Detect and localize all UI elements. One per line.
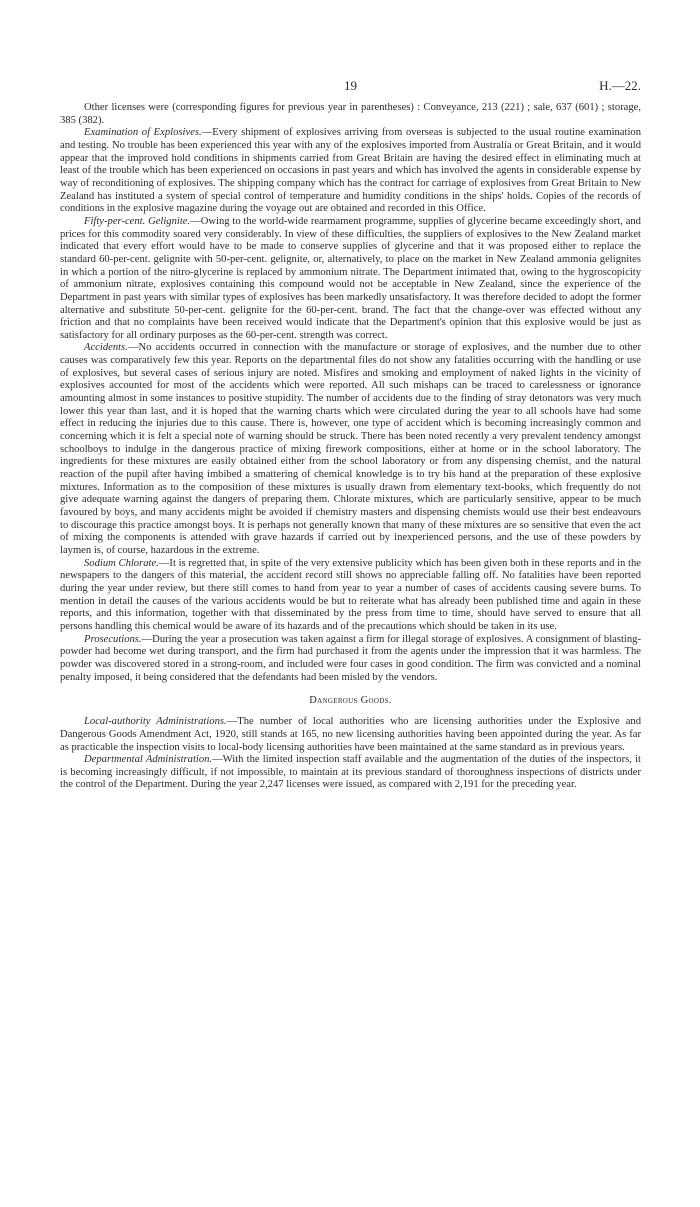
paragraph-local-authority-administrations: Local-authority Administrations.—The number of local authorities who are licensing authorities under the Explosive and Dangerous Goods Amendment Act, 1920, still stands at 165, no new licensing authorities having been appointed during the year. As far as practicable the inspection visits to local-body licensing authorities have been maintained at the same standard as in previous years. [60,716,642,753]
paragraph-examination-of-explosives: Examination of Explosives.—Every shipment of explosives arriving from overseas is subjected to the usual routine examination and testing. No trouble has been experienced this year with any of the explosives imported from Australia or Great Britain, and it would appear that the improved hold conditions in shipments carried from Great Britain are having the desired effect in eliminating much at least of the trouble which has been experienced on occasions in past years and which has involved the agents in considerable expense by way of reconditioning of explosives. The shipping company which has the contract for carriage of explosives from Great Britain to New Zealand has instituted a system of special control of temperature and humidity conditions in the ships' holds. Copies of the records of conditions in the explosive magazine during the voyage out are obtained and recorded in this Office. [60,127,641,215]
document-page [60,78,641,792]
page-number: 19 [344,78,357,93]
paragraph-heading: Departmental Administration. [84,754,213,766]
section-heading-dangerous-goods: Dangerous Goods. [309,695,392,707]
paragraph-heading: Fifty-per-cent. Gelignite. [84,215,191,227]
paragraph-fifty-per-cent-gelignite: Fifty-per-cent. Gelignite.—Owing to the world-wide rearmament programme, supplies of glycerine became exceedingly short, and prices for this commodity soared very considerably. In view of these difficulties, the suppliers of explosives to the New Zealand market indicated that every effort would have to be made to conserve supplies of glycerine and that it was proposed either to replace the standard 60-per-cent. gelignite with 50-per-cent. gelignite, or, alternatively, to place on the market in New Zealand ammonia gelignites in which a portion of the nitro-glycerine is replaced by ammonium nitrate. The Department intimated that, owing to the hygroscopicity of ammonium nitrate, explosives containing this compound would not be acceptable in New Zealand, since the experience of the Department in past years with similar types of explosives has been markedly unsatisfactory. It was therefore decided to adopt the former alternative and substitute 50-per-cent. gelignite for the 60-per-cent. brand. The fact that the change-over was effected without any friction and that no complaints have been received would indicate that the Department's opinion that this explosive would be just as satisfactory for all ordinary purposes as the 60-per-cent. strength was correct. [60,215,641,341]
paragraph-heading: Prosecutions. [84,633,142,645]
paragraph-other-licenses: Other licenses were (corresponding figures for previous year in parentheses) : Conveyance, 213 (221) ; sale, 637 (601) ; storage, 385 (382). [60,102,641,126]
page-header [60,78,641,100]
document-reference: H.—22. [599,78,641,93]
paragraph-accidents: Accidents.—No accidents occurred in connection with the manufacture or storage of explosives, and the number due to other causes was comparatively few this year. Reports on the departmental files do not show any fatalities occurring with the handling or use of explosives, but several cases of serious injury are noted. Misfires and smoking and employment of naked lights in the vicinity of explosives accounted for most of the accidents which were reported. All such mishaps can be traced to carelessness or ignorance amounting almost in some instances to positive stupidity. The number of accidents due to the finding of stray detonators was very much lower this year than last, and it is hoped that the warning charts which were circulated during the year to all schools have had some effect in reducing the injuries due to this cause. There is, however, one type of accident which is becoming increasingly common and concerning which it is felt a special note of warning should be struck. There has been noted recently a very prevalent tendency amongst schoolboys to indulge in the dangerous practice of mixing firework compositions, either at home or in the school laboratory. The ingredients for these mixtures are easily obtained either from the school laboratory or from any dispensing chemist, and the natural reaction of the pupil after having imbibed a smattering of chemical knowledge is to try his hand at the preparation of these explosive mixtures. Information as to the composition of these mixtures is usually drawn from elementary text-books, which frequently do not give adequate warning against the dangers of preparing them. Chlorate mixtures, which are particularly sensitive, appear to be much favoured by boys, and many accidents might be avoided if chemistry masters and dispensing chemists would use their best endeavours to discourage this practice amongst boys. It is perhaps not generally known that many of these mixtures are so sensitive that even the act of mixing the components is attended with grave hazards if carried out by inexperienced persons, and the use of these powders by laymen is, of course, hazardous in the extreme. [60,342,641,556]
paragraph-sodium-chlorate: Sodium Chlorate.—It is regretted that, in spite of the very extensive publicity which has been given both in these reports and in the newspapers to the dangers of this material, the accident record still shows no appreciable falling off. No fatalities have been reported during the year under review, but there still comes to hand from year to year a number of cases of accidents causing severe burns. To mention in detail the causes of the various accidents would be but to reiterate what has already been published time and again in these reports, and this information, together with that disseminated by the press from time to time, should have served to ensure that all persons handling this chemical would be aware of its hazards and of the precautions which should be taken in its use. [60,557,642,632]
paragraph-heading: Examination of Explosives. [84,127,202,139]
paragraph-prosecutions: Prosecutions.—During the year a prosecution was taken against a firm for illegal storage of explosives. A consignment of blasting-powder had become wet during transport, and the firm had purchased it from the agents under the impression that it was harmless. The powder was discovered stored in a strong-room, and included were four cases in good condition. The firm was convicted and a nominal penalty imposed, it being considered that the defendants had been misled by the vendors. [60,633,641,683]
paragraph-departmental-administration: Departmental Administration.—With the limited inspection staff available and the augmentation of the duties of the inspectors, it is becoming increasingly difficult, if not impossible, to maintain at its previous standard of thoroughness inspections of districts under the control of the Department. During the year 2,247 licenses were issued, as compared with 2,191 for the preceding year. [60,754,641,791]
paragraph-heading: Local-authority Administrations. [84,716,227,728]
paragraph-heading: Accidents. [84,342,128,354]
paragraph-heading: Sodium Chlorate. [84,557,159,569]
